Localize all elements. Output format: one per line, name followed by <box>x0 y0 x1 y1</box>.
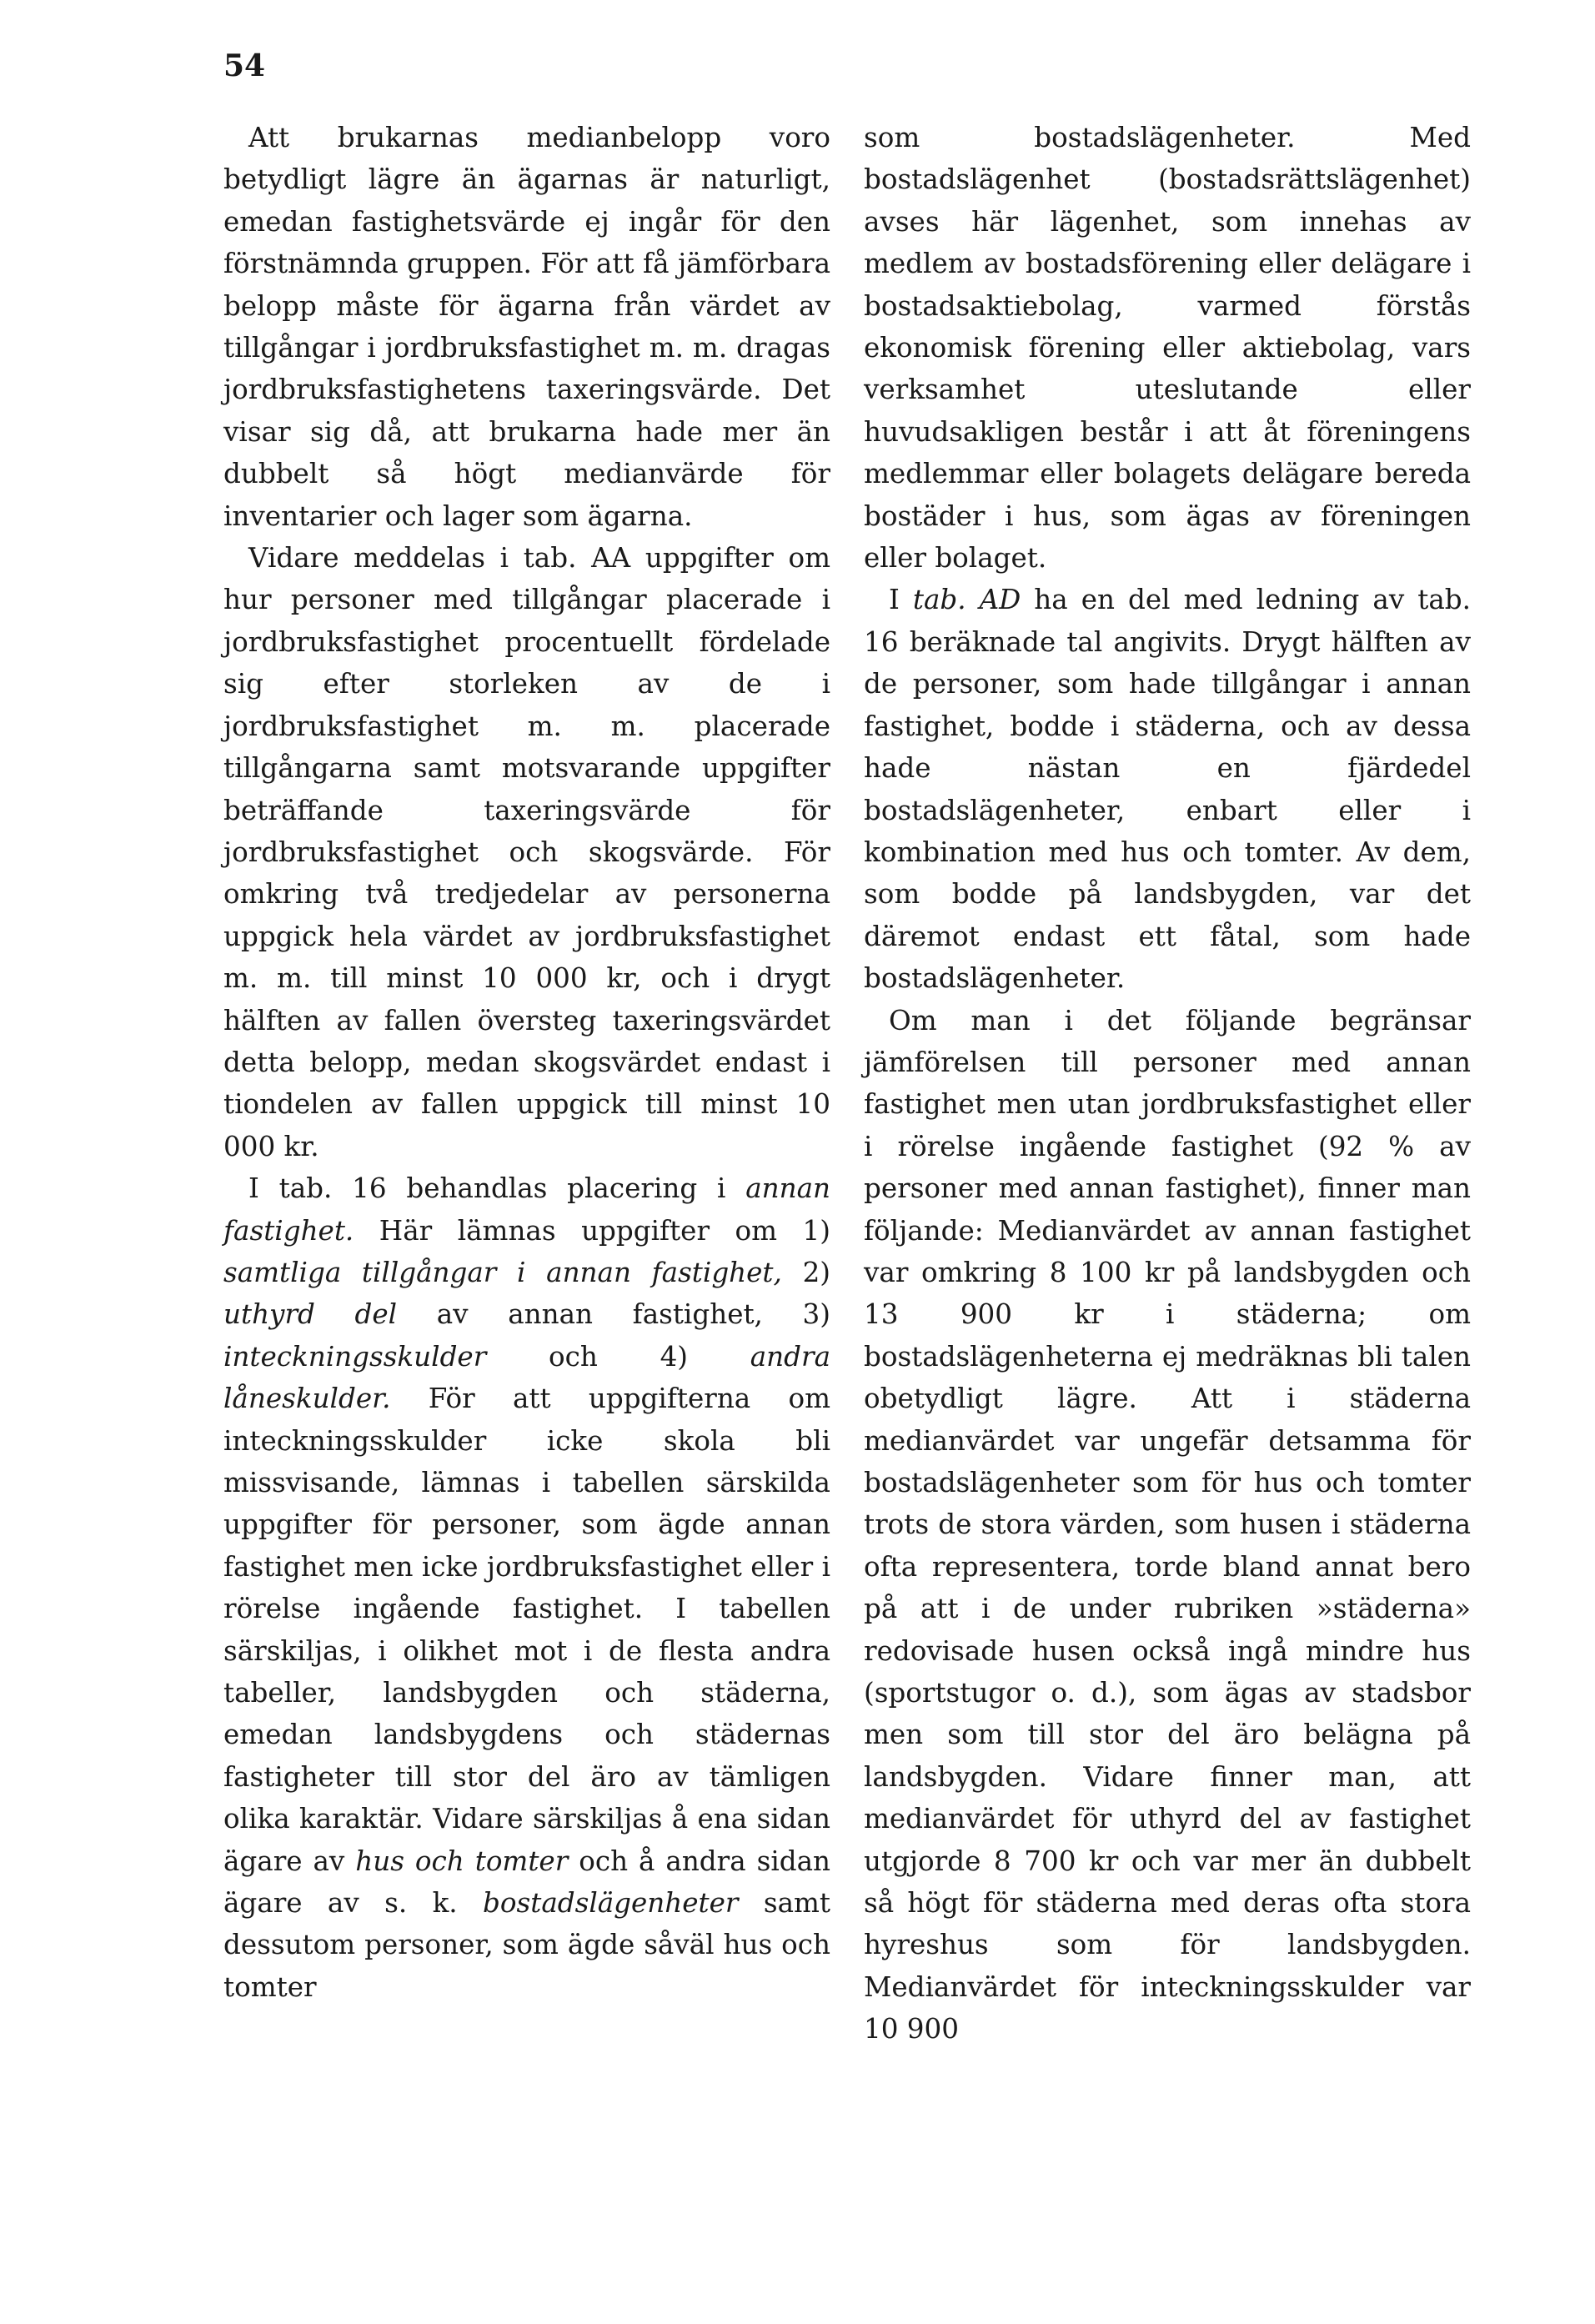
paragraph: som bostadslägenheter. Med bostadslägenhet (bostadsrättslägenhet) avses här lägenhet, som innehas av medlem av bostadsförening eller delägare i bostadsaktiebolag, varmed förstås ekonomisk förening eller aktiebolag, vars verksamhet uteslutande eller huvudsakligen består i att åt föreningens medlemmar eller bolagets delägare bereda bostäder i hus, som ägas av föreningen eller bolaget. <box>864 122 1471 575</box>
page-number: 54 <box>223 48 266 83</box>
italic-term: inteckningsskulder <box>223 1340 487 1373</box>
text-run: av annan fastighet, 3) <box>397 1298 830 1331</box>
paragraph: Vidare meddelas i tab. AA uppgifter om hur personer med tillgångar placerade i jordbruksfastighet procentuellt fördelade sig efter storleken av de i jordbruksfastighet m. m. placerade tillgångarna samt motsvarande uppgifter beträffande taxeringsvärde för jordbruksfastighet och skogsvärde. För omkring två tredjedelar av personerna uppgick hela värdet av jordbruksfastighet m. m. till minst 10 000 kr, och i drygt hälften av fallen översteg taxeringsvärdet detta belopp, medan skogsvärdet endast i tiondelen av fallen uppgick till minst 10 000 kr. <box>223 542 830 1162</box>
italic-term: hus och tomter <box>355 1845 569 1877</box>
paragraph <box>864 579 1471 999</box>
text-run: I tab. 16 behandlas placering i <box>248 1172 746 1205</box>
text-run: ha en del med ledning av tab. 16 beräknade tal angivits. Drygt hälften av de personer, som hade tillgångar i annan fastighet, bodde i städerna, och av dessa hade nästan en fjärdedel bostadslägenheter, enbart eller i kombination med hus och tomter. Av dem, som bodde på landsbygden, var det däremot endast ett fåtal, som hade bostadslägenheter. <box>864 584 1471 995</box>
left-column <box>223 117 830 2008</box>
text-run: samt dessutom personer, som ägde såväl hus och tomter <box>223 1887 830 2003</box>
text-run: 2) <box>781 1256 831 1288</box>
italic-term: uthyrd del <box>223 1298 398 1331</box>
right-column <box>864 117 1471 2050</box>
italic-term: annan fastighet. <box>223 1172 830 1247</box>
italic-term: andra låneskulder. <box>223 1340 830 1415</box>
text-run: och å andra sidan ägare av s. k. <box>223 1845 831 1920</box>
text-run: För att uppgifterna om inteckningsskulder icke skola bli missvisande, lämnas i tabellen särskilda uppgifter för personer, som ägde annan fastighet men icke jordbruksfastighet eller i rörelse ingående fastighet. I tabellen särskiljas, i olikhet mot i de flesta andra tabeller, landsbygden och städerna, emedan landsbygdens och städernas fastigheter till stor del äro av tämligen olika karaktär. Vidare särskiljas å ena sidan ägare av <box>223 1383 830 1877</box>
paragraph <box>223 1167 830 2008</box>
paragraph: Att brukarnas medianbelopp voro betydligt lägre än ägarnas är naturligt, emedan fastighetsvärde ej ingår för den förstnämnda gruppen. För att få jämförbara belopp måste för ägarna från värdet av tillgångar i jordbruksfastighet m. m. dragas jordbruksfastighetens taxeringsvärde. Det visar sig då, att brukarna hade mer än dubbelt så högt medianvärde för inventarier och lager som ägarna. <box>223 122 830 532</box>
italic-term: samtliga tillgångar i annan fastighet, <box>223 1256 782 1288</box>
paragraph: Om man i det följande begränsar jämförelsen till personer med annan fastighet men utan jordbruksfastighet eller i rörelse ingående fastighet (92 % av personer med annan fastighet), finner man följande: Medianvärdet av annan fastighet var omkring 8 100 kr på landsbygden och 13 900 kr i städerna; om bostadslägenheterna ej medräknas bli talen obetydligt lägre. Att i städerna medianvärdet var ungefär detsamma för bostadslägenheter som för hus och tomter trots de stora värden, som husen i städerna ofta representera, torde bland annat bero på att i de under rubriken »städerna» redovisade husen också ingå mindre hus (sportstugor o. d.), som ägas av stadsbor men som till stor del äro belägna på landsbygden. Vidare finner man, att medianvärdet för uthyrd del av fastighet utgjorde 8 700 kr och var mer än dubbelt så högt för städerna med deras ofta stora hyreshus som för landsbygden. Medianvärdet för inteckningsskulder var 10 900 <box>864 1004 1471 2045</box>
italic-term: bostadslägenheter <box>483 1887 739 1920</box>
text-run: I <box>889 584 913 616</box>
italic-term: tab. AD <box>912 584 1021 616</box>
text-run: och 4) <box>486 1340 750 1373</box>
text-run: Här lämnas uppgifter om 1) <box>354 1214 830 1247</box>
